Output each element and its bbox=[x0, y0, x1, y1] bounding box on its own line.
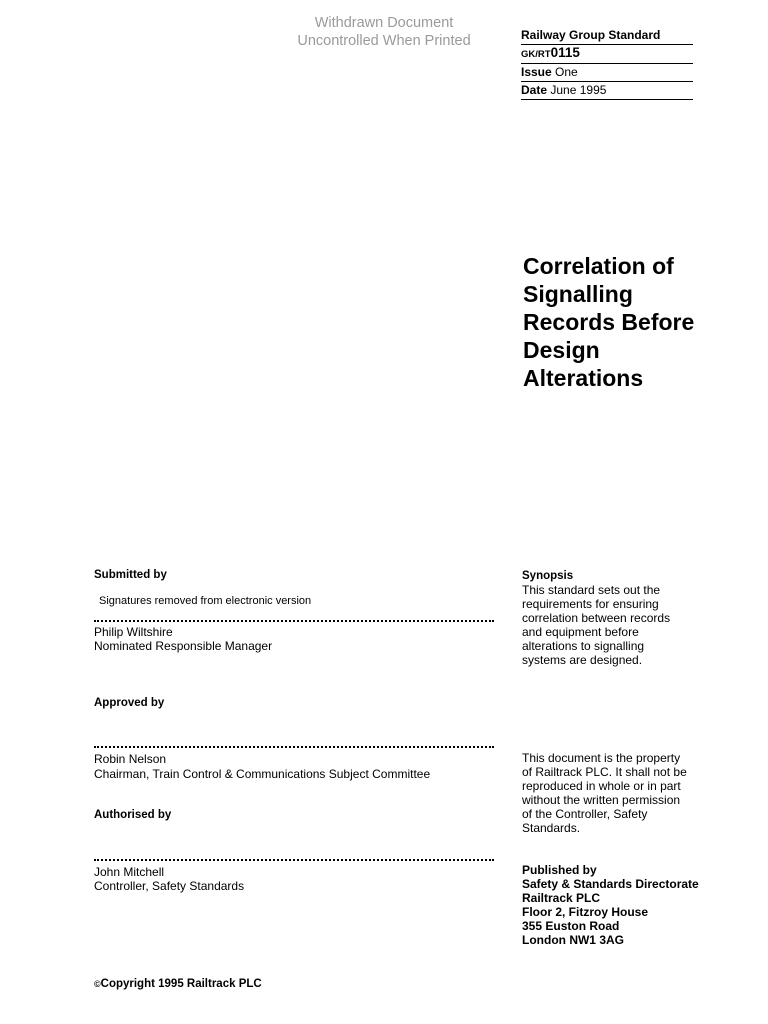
issue-row bbox=[521, 64, 693, 82]
issue-value: One bbox=[555, 65, 578, 79]
copyright-symbol: © bbox=[94, 979, 101, 989]
property-line: Standards. bbox=[522, 821, 581, 835]
copyright bbox=[94, 978, 262, 990]
date-label: Date bbox=[521, 83, 548, 97]
reference-number: 0115 bbox=[550, 45, 580, 60]
property-line: of the Controller, Safety bbox=[522, 807, 648, 821]
synopsis-line: and equipment before bbox=[522, 625, 639, 639]
publisher-line: Floor 2, Fitzroy House bbox=[522, 905, 649, 919]
publisher-line: 355 Euston Road bbox=[522, 919, 620, 933]
synopsis-line: systems are designed. bbox=[522, 653, 643, 667]
title-line-1: Correlation of bbox=[523, 253, 674, 279]
copyright-text: Copyright 1995 Railtrack PLC bbox=[100, 978, 262, 990]
submitted-by-label: Submitted by bbox=[94, 569, 167, 581]
submitter-role: Nominated Responsible Manager bbox=[94, 639, 273, 653]
submitter-name: Philip Wiltshire bbox=[94, 625, 173, 639]
date-value: June 1995 bbox=[550, 83, 607, 97]
title-line-2: Signalling bbox=[523, 281, 633, 307]
synopsis-label: Synopsis bbox=[522, 570, 574, 582]
signature-note: Signatures removed from electronic version bbox=[99, 595, 312, 607]
synopsis-line: correlation between records bbox=[522, 611, 671, 625]
property-line: reproduced in whole or in part bbox=[522, 779, 681, 793]
signature-line-authorised bbox=[94, 859, 494, 861]
watermark bbox=[250, 14, 518, 50]
title-line-3: Records Before bbox=[523, 309, 695, 335]
approver-role: Chairman, Train Control & Communications Subject Committee bbox=[94, 767, 431, 781]
title-line-4: Design bbox=[523, 337, 600, 363]
standard-label: Railway Group Standard bbox=[521, 27, 693, 45]
approved-by-label: Approved by bbox=[94, 697, 165, 709]
signature-line-submitted bbox=[94, 620, 494, 622]
watermark-line-1: Withdrawn Document bbox=[314, 15, 454, 31]
publisher-line: Safety & Standards Directorate bbox=[522, 877, 699, 891]
date-row bbox=[521, 82, 693, 100]
approver-name: Robin Nelson bbox=[94, 752, 167, 766]
synopsis bbox=[522, 569, 732, 667]
reference-prefix: GK/RT bbox=[521, 49, 551, 60]
property-line: of Railtrack PLC. It shall not be bbox=[522, 765, 687, 779]
property-notice bbox=[522, 751, 732, 835]
issue-label: Issue bbox=[521, 65, 552, 79]
published-by-label: Published by bbox=[522, 863, 597, 877]
document-title bbox=[523, 252, 763, 392]
header-block bbox=[521, 27, 693, 100]
synopsis-line: This standard sets out the bbox=[522, 583, 661, 597]
property-line: This document is the property bbox=[522, 751, 681, 765]
title-line-5: Alterations bbox=[523, 365, 644, 391]
published-by bbox=[522, 863, 752, 947]
signature-line-approved bbox=[94, 746, 494, 748]
authoriser-role: Controller, Safety Standards bbox=[94, 879, 245, 893]
authorised-by-label: Authorised by bbox=[94, 809, 172, 821]
reference-row bbox=[521, 45, 693, 64]
synopsis-line: requirements for ensuring bbox=[522, 597, 659, 611]
property-line: without the written permission bbox=[522, 793, 681, 807]
publisher-line: Railtrack PLC bbox=[522, 891, 601, 905]
watermark-line-2: Uncontrolled When Printed bbox=[297, 33, 471, 49]
authoriser-name: John Mitchell bbox=[94, 865, 165, 879]
publisher-line: London NW1 3AG bbox=[522, 933, 624, 947]
synopsis-line: alterations to signalling bbox=[522, 639, 645, 653]
